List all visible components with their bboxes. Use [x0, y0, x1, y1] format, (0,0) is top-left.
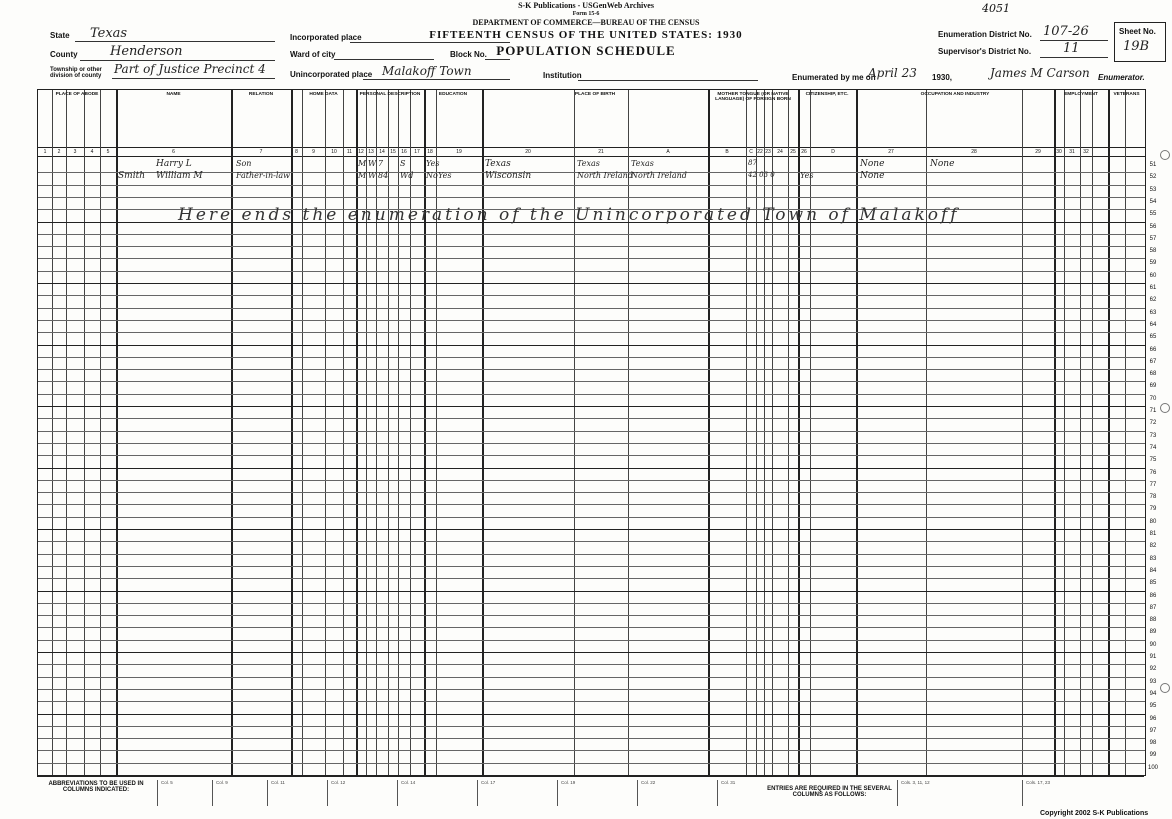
cell-race: W	[368, 159, 377, 168]
column-rule	[1022, 90, 1023, 775]
row-rule	[38, 591, 1145, 592]
block-label: Block No.	[450, 50, 487, 59]
county-line	[80, 60, 275, 61]
column-number: 19	[456, 149, 462, 155]
column-number: 26	[801, 149, 807, 155]
corner-number: 4051	[982, 2, 1010, 15]
row-number: 98	[1149, 740, 1157, 747]
row-rule	[38, 627, 1145, 628]
row-rule	[38, 763, 1145, 764]
binding-hole	[1160, 150, 1170, 160]
row-rule	[38, 381, 1145, 382]
row-number: 73	[1149, 432, 1157, 439]
row-rule	[38, 332, 1145, 333]
column-number: 28	[971, 149, 977, 155]
column-number: C	[749, 149, 753, 155]
column-rule	[708, 90, 710, 775]
row-number: 83	[1149, 555, 1157, 562]
row-number: 65	[1149, 334, 1157, 341]
unincorporated-line	[363, 79, 510, 80]
column-rule	[231, 90, 233, 775]
ed-label: Enumeration District No.	[938, 30, 1032, 39]
column-number: 31	[1069, 149, 1075, 155]
row-number: 92	[1149, 666, 1157, 673]
column-number: 7	[259, 149, 263, 155]
cell-surname: Smith	[118, 171, 145, 182]
row-number: 55	[1149, 211, 1157, 218]
row-rule	[38, 197, 1145, 198]
cell-occupation: None	[860, 159, 885, 169]
footer-block: Col. 11	[267, 780, 311, 806]
column-number: 30	[1056, 149, 1062, 155]
cell-marital: S	[400, 159, 406, 168]
row-number: 97	[1149, 727, 1157, 734]
column-group-header: PLACE OF ABODE	[55, 92, 99, 97]
footer-block: Col. 22	[637, 780, 711, 806]
column-rule	[1080, 90, 1081, 775]
column-group-header: MOTHER TONGUE (OR NATIVE LANGUAGE) OF FOREIGN BORN	[715, 92, 791, 103]
footer-block: Cols. 17, 23	[1022, 780, 1146, 806]
column-rule	[424, 90, 426, 775]
row-number: 60	[1149, 272, 1157, 279]
row-number: 53	[1149, 186, 1157, 193]
row-number: 67	[1149, 358, 1157, 365]
schedule-title: POPULATION SCHEDULE	[496, 43, 676, 58]
row-number: 58	[1149, 248, 1157, 255]
column-rule	[366, 90, 367, 775]
column-rule	[398, 90, 399, 775]
row-number: 54	[1149, 198, 1157, 205]
column-rule	[810, 90, 811, 775]
column-rule	[100, 90, 101, 775]
row-number: 94	[1149, 690, 1157, 697]
unincorporated-value: Malakoff Town	[382, 64, 472, 78]
column-number: 14	[379, 149, 385, 155]
row-number: 66	[1149, 346, 1157, 353]
row-number: 52	[1149, 174, 1157, 181]
row-rule	[38, 677, 1145, 678]
row-number: 77	[1149, 481, 1157, 488]
column-group-header: NAME	[166, 92, 181, 97]
incorporated-line	[350, 42, 510, 43]
footer-block: Col. 14	[397, 780, 461, 806]
row-rule	[38, 652, 1145, 653]
ward-label: Ward of city	[290, 50, 336, 59]
cell-industry: None	[930, 159, 955, 169]
binding-hole	[1160, 403, 1170, 413]
row-rule	[38, 480, 1145, 481]
cell-birthplace: Wisconsin	[485, 171, 532, 182]
column-rule	[388, 90, 389, 775]
cell-code: 87	[748, 159, 757, 167]
footer-block: Col. 9	[212, 780, 256, 806]
column-rule	[788, 90, 789, 775]
footer-block: Col. 19	[557, 780, 621, 806]
cell-literacy: Yes	[438, 171, 452, 181]
row-rule	[38, 406, 1145, 407]
column-rule	[66, 90, 67, 775]
column-rule	[436, 90, 437, 775]
row-number: 100	[1147, 764, 1158, 771]
cell-school: No	[426, 171, 438, 181]
row-number: 61	[1149, 285, 1157, 291]
row-number: 93	[1149, 678, 1157, 685]
enumerator-label: Enumerator.	[1098, 73, 1145, 82]
column-number: B	[725, 149, 729, 155]
column-rule	[628, 90, 629, 775]
column-number: 15	[390, 149, 396, 155]
row-number: 87	[1149, 604, 1157, 611]
row-rule	[38, 664, 1145, 665]
cell-marital: Wd	[400, 171, 414, 181]
row-rule	[38, 468, 1145, 469]
cell-code: 42 03 0	[748, 171, 775, 180]
archive-banner: S-K Publications - USGenWeb Archives	[518, 1, 654, 10]
footer-block: Col. 5	[157, 780, 201, 806]
column-rule	[574, 90, 575, 775]
row-number: 95	[1149, 703, 1157, 710]
population-grid	[37, 89, 1158, 776]
column-number: 32	[1083, 149, 1089, 155]
row-rule	[38, 357, 1145, 358]
column-number: 11	[346, 149, 353, 155]
row-number: 69	[1149, 383, 1157, 390]
column-rule	[756, 90, 757, 775]
row-number: 80	[1149, 518, 1157, 525]
header-rule	[38, 147, 1145, 148]
footer-block: Cols. 3, 11, 12	[897, 780, 1021, 806]
row-number: 84	[1149, 567, 1157, 574]
row-rule	[38, 345, 1145, 346]
cell-race: W	[368, 171, 377, 181]
cell-relation: Son	[236, 159, 252, 168]
column-number: 20	[525, 149, 531, 155]
cell-father-birthplace: North Ireland	[577, 171, 633, 181]
cell-sex: M	[358, 171, 367, 181]
closing-note: Here ends the enumeration of the Unincorporated Town of Malakoff	[178, 205, 960, 225]
sheet-label: Sheet No.	[1119, 27, 1156, 36]
row-rule	[38, 701, 1145, 702]
census-title: FIFTEENTH CENSUS OF THE UNITED STATES: 1930	[429, 29, 743, 41]
cell-given-name: William M	[156, 171, 203, 182]
column-number: 2	[57, 149, 61, 155]
row-number: 99	[1149, 752, 1157, 759]
row-rule	[38, 455, 1145, 456]
column-group-header: RELATION	[248, 92, 274, 97]
cell-mother-birthplace: North Ireland	[631, 171, 687, 181]
column-rule	[746, 90, 747, 775]
row-rule	[38, 283, 1145, 284]
county-label: County	[50, 50, 78, 59]
column-number: 22	[757, 149, 763, 155]
row-rule	[38, 431, 1145, 432]
row-number: 79	[1149, 506, 1157, 513]
cell-age: 84	[378, 171, 389, 181]
row-number: 56	[1149, 223, 1157, 230]
column-number: 13	[368, 149, 374, 155]
column-rule	[1054, 90, 1056, 775]
row-rule	[38, 185, 1145, 186]
column-group-header: EMPLOYMENT	[1064, 92, 1098, 97]
footer-block: Col. 12	[327, 780, 381, 806]
column-number: D	[831, 149, 835, 155]
institution-line	[578, 80, 758, 81]
column-rule	[291, 90, 293, 775]
supervisor-value: 11	[1063, 41, 1080, 56]
row-rule	[38, 714, 1145, 715]
row-number: 88	[1149, 617, 1157, 624]
column-number: 1	[43, 149, 47, 155]
row-rule	[38, 578, 1145, 579]
row-rule	[38, 750, 1145, 751]
row-number: 59	[1149, 260, 1157, 267]
sheet-value: 19B	[1123, 39, 1150, 54]
township-line	[112, 78, 275, 79]
row-rule	[38, 738, 1145, 739]
unincorporated-label: Unincorporated place	[290, 70, 373, 79]
column-rule	[52, 90, 53, 775]
incorporated-label: Incorporated place	[290, 33, 362, 42]
column-rule	[482, 90, 484, 775]
row-rule	[38, 418, 1145, 419]
row-rule	[38, 726, 1145, 727]
row-rule	[38, 566, 1145, 567]
state-value: Texas	[90, 26, 128, 41]
footer-block: Col. 31	[717, 780, 781, 806]
row-rule	[38, 234, 1145, 235]
row-number: 82	[1149, 543, 1157, 550]
footer-block: Col. 17	[477, 780, 541, 806]
township-label: Township or other division of county	[50, 67, 102, 79]
row-rule	[38, 308, 1145, 309]
cell-relation: Father-in-law	[236, 171, 290, 181]
cell-mother-birthplace: Texas	[631, 159, 654, 168]
row-rule	[38, 271, 1145, 272]
column-group-header: PLACE OF BIRTH	[574, 92, 616, 97]
row-number: 64	[1149, 321, 1157, 328]
institution-label: Institution	[543, 71, 582, 80]
column-number: 18	[427, 149, 433, 155]
column-rule	[376, 90, 377, 775]
cell-citizenship: Yes	[800, 171, 814, 181]
row-rule	[38, 615, 1145, 616]
column-number: 17	[414, 149, 420, 155]
column-number: 21	[598, 149, 604, 155]
column-rule	[343, 90, 344, 775]
row-rule	[38, 640, 1145, 641]
form-number: Form 15-6	[572, 11, 600, 17]
column-group-header: EDUCATION	[438, 92, 468, 97]
row-number: 76	[1149, 469, 1157, 476]
column-rule	[926, 90, 927, 775]
colnum-rule	[38, 156, 1145, 157]
row-number: 91	[1149, 654, 1157, 660]
column-rule	[325, 90, 326, 775]
row-number: 89	[1149, 629, 1157, 636]
state-label: State	[50, 31, 70, 40]
column-number: 16	[401, 149, 407, 155]
row-rule	[38, 443, 1145, 444]
enumerated-year: 1930,	[932, 73, 953, 82]
cell-sex: M	[358, 159, 367, 168]
sheet-box	[1114, 22, 1166, 62]
column-rule	[84, 90, 85, 775]
column-group-header: CITIZENSHIP, ETC.	[805, 92, 849, 97]
row-rule	[38, 369, 1145, 370]
column-number: 6	[172, 149, 175, 155]
row-number: 74	[1149, 444, 1157, 451]
row-number: 96	[1149, 715, 1157, 722]
column-number: 25	[790, 149, 796, 155]
row-rule	[38, 517, 1145, 518]
column-group-header: OCCUPATION AND INDUSTRY	[920, 92, 990, 97]
column-group-header: VETERANS	[1113, 92, 1140, 97]
column-number: 27	[888, 149, 894, 155]
row-number: 70	[1149, 395, 1157, 402]
column-rule	[764, 90, 765, 775]
row-rule	[38, 689, 1145, 690]
row-rule	[38, 394, 1145, 395]
township-value: Part of Justice Precinct 4	[114, 62, 266, 76]
ward-line	[334, 59, 434, 60]
column-rule	[1064, 90, 1065, 775]
column-rule	[772, 90, 773, 775]
column-rule	[798, 90, 800, 775]
cell-birthplace: Texas	[485, 159, 511, 169]
row-number: 57	[1149, 235, 1157, 242]
row-rule	[38, 541, 1145, 542]
column-rule	[356, 90, 358, 775]
column-number: 3	[73, 149, 77, 155]
county-value: Henderson	[110, 44, 183, 59]
enumerated-label: Enumerated by me on	[792, 73, 876, 82]
state-line	[75, 41, 275, 42]
row-number: 71	[1149, 408, 1157, 414]
cell-occupation: None	[860, 171, 885, 182]
row-rule	[38, 320, 1145, 321]
enumerated-date: April 23	[868, 66, 917, 80]
cell-age: 7	[378, 159, 384, 168]
row-number: 75	[1149, 457, 1157, 464]
row-number: 62	[1149, 297, 1157, 304]
abbreviations-title: ABBREVIATIONS TO BE USED IN COLUMNS INDICATED:	[48, 781, 144, 793]
instructions-footer	[37, 776, 1144, 809]
department-title: DEPARTMENT OF COMMERCE—BUREAU OF THE CENSUS	[472, 18, 700, 27]
column-number: 29	[1035, 149, 1041, 155]
column-number: 12	[358, 149, 364, 155]
block-line	[485, 59, 510, 60]
entries-required: ENTRIES ARE REQUIRED IN THE SEVERAL COLUMNS AS FOLLOWS:	[767, 786, 892, 798]
row-number: 72	[1149, 420, 1157, 427]
row-number: 78	[1149, 494, 1157, 501]
ed-value: 107-26	[1043, 24, 1089, 39]
row-rule	[38, 504, 1145, 505]
row-number: 63	[1149, 309, 1157, 316]
column-number: 10	[331, 149, 337, 155]
supervisor-label: Supervisor's District No.	[938, 47, 1032, 56]
column-number: 8	[295, 149, 298, 155]
row-rule	[38, 258, 1145, 259]
row-rule	[38, 492, 1145, 493]
column-rule	[302, 90, 303, 775]
column-number: 23	[765, 149, 771, 155]
row-number: 51	[1149, 162, 1157, 168]
row-number: 90	[1149, 641, 1157, 648]
row-number: 86	[1149, 592, 1157, 599]
row-number: 68	[1149, 371, 1157, 378]
copyright: Copyright 2002 S-K Publications	[1040, 810, 1149, 817]
row-rule	[38, 554, 1145, 555]
column-rule	[116, 90, 118, 775]
supervisor-line	[1040, 57, 1108, 58]
binding-hole	[1160, 683, 1170, 693]
column-number: 24	[777, 149, 783, 155]
column-group-header: PERSONAL DESCRIPTION	[359, 92, 421, 97]
row-rule	[38, 603, 1145, 604]
cell-school: Yes	[426, 159, 440, 168]
row-rule	[38, 246, 1145, 247]
row-number: 81	[1149, 531, 1157, 537]
row-rule	[38, 529, 1145, 530]
enumerator-name: James M Carson	[990, 66, 1090, 80]
column-rule	[1108, 90, 1110, 775]
column-number: 5	[106, 149, 110, 155]
column-rule	[410, 90, 411, 775]
column-rule	[856, 90, 858, 775]
column-number: 9	[312, 149, 315, 155]
cell-father-birthplace: Texas	[577, 159, 600, 168]
column-number: A	[666, 149, 670, 155]
column-group-header: HOME DATA	[309, 92, 338, 97]
cell-given-name: Harry L	[156, 159, 192, 169]
column-rule	[1092, 90, 1093, 775]
column-rule	[1125, 90, 1126, 775]
row-number: 85	[1149, 580, 1157, 587]
column-number: 4	[90, 149, 94, 155]
row-rule	[38, 295, 1145, 296]
